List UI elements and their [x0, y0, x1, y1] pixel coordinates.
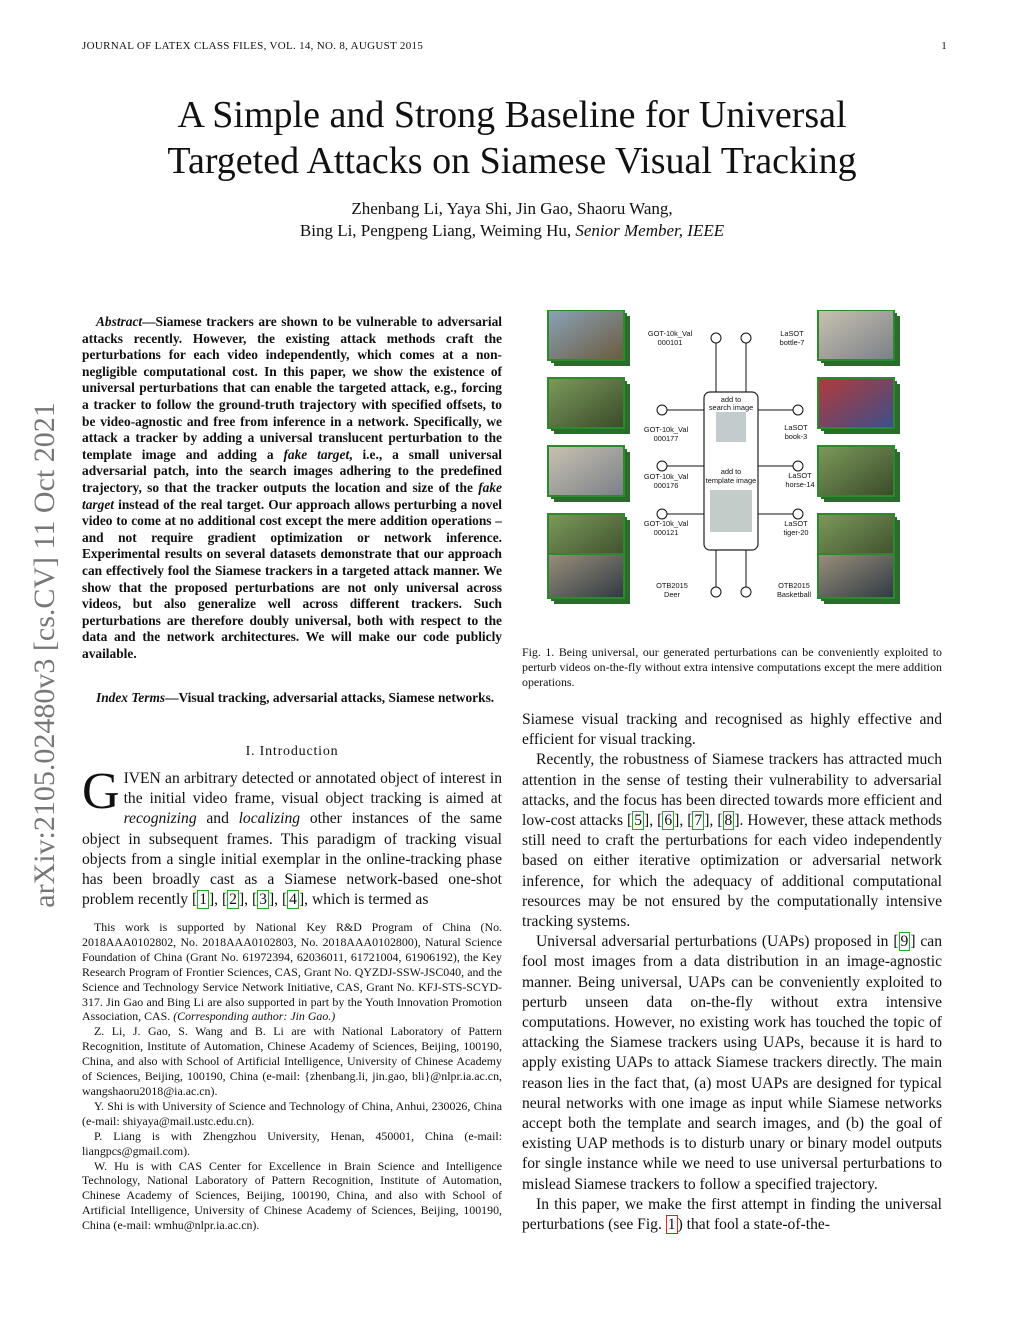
paragraph-text: Recently, the robustness of Siamese trackers has attracted much attention in the sense of testing their vulnerability to adversarial attacks, and the focus has been directed towards more efficient and low-cost attacks	[522, 751, 942, 830]
arxiv-identifier: arXiv:2105.02480v3 [cs.CV] 11 Oct 2021	[28, 402, 61, 908]
citation-link[interactable]: 1	[199, 891, 207, 909]
footnote-text: This work is supported by National Key R&D Program of China (No. 2018AAA0102802, No. 2018AAA0102803, No. 2018AAA0102800), Natural Science Foundation of China (Grant No. 61972394, 62036011, 61721004, 61906192), the Key Research Program of Frontier Sciences, CAS, Grant No. QYZDJ-SSW-JSC040, and the Science and Technology Service Network Initiative, CAS, Grant No. KFJ-STS-SCYD-317. Jin Gao and Bing Li are also supported in part by the Youth Innovation Promotion Association, CAS.	[82, 920, 502, 1024]
label-l4: GOT-10k_Val	[643, 519, 689, 528]
arxiv-sidebar	[20, 355, 70, 955]
index-terms-text: —Visual tracking, adversarial attacks, Siamese networks.	[165, 690, 495, 705]
label-r5b: Basketball	[776, 590, 812, 599]
label-l2b: 000177	[653, 434, 679, 443]
intro-em: localizing	[238, 810, 301, 828]
section-heading: I. Introduction	[245, 744, 339, 759]
citation-link[interactable]: 3	[259, 891, 267, 909]
label-c1: add to	[720, 395, 742, 404]
citation-link[interactable]: 6	[664, 812, 673, 830]
paragraph-text: In this paper, we make the first attempt in finding the universal perturbations (see Fig.	[522, 1195, 942, 1234]
authors-names: Bing Li, Pengpeng Liang, Weiming Hu,	[299, 221, 572, 240]
citation-link[interactable]: 5	[634, 812, 643, 830]
paragraph: Recently, the robustness of Siamese trackers has attracted much attention in the sense of testing their vulnerability to adversarial attacks, and the focus has been directed towards more efficient and low-cost attacks [ 5 ], [ 6 ], [ 7 ], [ 8 ]. However, these attack methods still need to craft the perturbations for each video independently based on either iterative optimization or adversarial network inference, for which the adequacy of additional computational resources may be not ensured by the computationally intensive tracking systems.	[522, 751, 942, 931]
paragraph: Universal adversarial perturbations (UAPs) proposed in [ 9 ] can fool most images from a data distribution in an image-agnostic manner. Being universal, UAPs can be conveniently exploited to perturb unseen data on-the-fly without extra intensive computations. However, no existing work has touched the topic of attacking the Siamese trackers using UAPs, because it is hard to apply existing UAPs to attack Siamese trackers directly. The main reason lies in the fact that, (a) most UAPs are designed for typical neural networks with one image as input while Siamese networks accept both the template and search images, and (b) the goal of existing UAP methods is to disturb unary or binary model outputs for single instance while we need to use universal perturbations to mislead Siamese trackers to follow a specified trajectory.	[522, 933, 942, 1193]
citation-link[interactable]: 8	[724, 812, 733, 830]
paragraph: Siamese visual tracking and recognised as highly effective and efficient for visual tracking.	[522, 711, 942, 749]
abstract-text: instead of the real target. Our approach allows perturbing a novel video to come at no additional cost except the mere addition operations – and not require gradient optimization or network inference. Experimental results on several datasets demonstrate that our approach can effectively fool the Siamese trackers in a targeted attack manner. We show that the proposed perturbations are not only universal across videos, but also generalize well across different trackers. Such perturbations are therefore doubly universal, both with respect to the data and the network architectures. We will make our code publicly available.	[82, 496, 502, 661]
footnote	[82, 920, 502, 1024]
abstract	[82, 314, 502, 662]
footnote: Z. Li, J. Gao, S. Wang and B. Li are with National Laboratory of Pattern Recognition, Institute of Automation, Chinese Academy of Sciences, Beijing, 100190, China, and also with School of Artificial Intelligence, University of Chinese Academy of Sciences, Beijing, 100190, China (e-mail: {zhenbang.li, jin.gao, bli}@nlpr.ia.ac.cn, wangshaoru2018@ia.ac.cn).	[82, 1024, 502, 1098]
citation-link[interactable]: 9	[900, 933, 909, 951]
label-r1b: bottle-7	[779, 338, 805, 347]
label-l5: OTB2015	[656, 581, 688, 590]
intro-paragraph: GIVEN an arbitrary detected or annotated object of interest in the initial video frame, visual object tracking is aimed at recognizing and localizing other instances of the same object in subsequent frames. This paradigm of tracking visual objects from a single initial exemplar in the online-tracking phase has been broadly cast as a Siamese network-based one-shot problem recently [ 1 ], [ 2 ], [ 3 ], [ 4 ], which is termed as	[82, 763, 503, 909]
intro-lead: IVEN	[123, 770, 161, 787]
author-list	[0, 198, 1024, 242]
paper-title	[0, 92, 1024, 184]
authors-line-2	[0, 220, 1024, 242]
left-frame-stacks	[548, 310, 630, 604]
right-column-body	[522, 710, 942, 1235]
figure-diagram	[540, 310, 920, 610]
paragraph-text: ) that fool a state-of-the-	[677, 1216, 830, 1234]
label-l1: GOT-10k_Val	[647, 329, 693, 338]
figure-caption: Fig. 1. Being universal, our generated perturbations can be conveniently exploited to perturb videos on-the-fly without extra intensive computations except the mere addition operations.	[522, 645, 942, 689]
citation-link[interactable]: 4	[289, 891, 297, 909]
label-l3: GOT-10k_Val	[643, 472, 689, 481]
abstract-em: fake target	[283, 446, 350, 462]
label-l4b: 000121	[653, 528, 679, 537]
index-terms	[82, 690, 502, 707]
intro-em: recognizing	[123, 810, 197, 828]
footnote: W. Hu is with CAS Center for Excellence in Brain Science and Intelligence Technology, National Laboratory of Pattern Recognition, Institute of Automation, Chinese Academy of Sciences, Beijing, 100190, China, and also with School of Artificial Intelligence, University of Chinese Academy of Sciences, Beijing, 100190, China (e-mail: wmhu@nlpr.ia.ac.cn).	[82, 1158, 502, 1233]
search-patch	[716, 412, 746, 442]
paragraph-text: Universal adversarial perturbations (UAPs) proposed in	[536, 933, 894, 951]
running-header	[82, 40, 947, 52]
abstract-text: —Siamese trackers are shown to be vulnerable to adversarial attacks recently. However, the existing attack methods craft the perturbations for each video independently, which comes at a non-negligible computational cost. In this paper, we show the existence of universal perturbations that can enable the targeted attack, e.g., forcing a tracker to follow the ground-truth trajectory with specified offsets, to be video-agnostic and free from inference in a network. Specifically, we attack a tracker by adding a universal translucent perturbation to the template image and adding a	[82, 314, 502, 462]
abstract-em: fake target	[82, 479, 502, 512]
label-c1b: search image	[708, 403, 754, 412]
paragraph-text: . However, these attack methods still need to craft the perturbations for each video independently based on either iterative optimization or adversarial network inference, for which the adequacy of additional computational resources may be not ensured by the computationally intensive tracking systems.	[522, 812, 942, 931]
corresponding-author: (Corresponding author: Jin Gao.)	[173, 1009, 336, 1024]
footnote: Y. Shi is with University of Science and Technology of China, Anhui, 230026, China (e-mail: shiyaya@mail.ustc.edu.cn).	[82, 1098, 502, 1128]
right-frame-stacks	[818, 310, 900, 604]
label-r2b: book-3	[784, 432, 808, 441]
label-r4b: tiger-20	[783, 528, 809, 537]
label-r3b: horse-14	[785, 480, 815, 489]
footnote: P. Liang is with Zhengzhou University, Henan, 450001, China (e-mail: liangpcs@gmail.com).	[82, 1128, 502, 1158]
label-l5b: Deer	[663, 590, 681, 599]
abstract-text: , i.e., a small universal adversarial patch, into the search images adhering to the predefined trajectory, so that the tracker outputs the location and size of the	[82, 446, 502, 495]
label-r5: OTB2015	[778, 581, 810, 590]
intro-text: and	[196, 810, 239, 828]
template-patch	[710, 490, 752, 532]
paragraph-text: can fool most images from a data distribution in an image-agnostic manner. Being universal, UAPs can be conveniently exploited to perturb unseen data on-the-fly without extra intensive computations. However, no existing work has touched the topic of attacking the Siamese trackers using UAPs, because it is hard to apply existing UAPs to attack Siamese trackers directly. The main reason lies in the fact that, (a) most UAPs are designed for typical neural networks with one image as input while Siamese networks accept both the template and search images, and (b) the goal of existing UAP methods is to disturb unary or binary model outputs for single instance while we need to use universal perturbations to mislead Siamese trackers to follow a specified trajectory.	[522, 933, 942, 1193]
label-c2b: template image	[705, 476, 757, 485]
label-r2: LaSOT	[784, 423, 808, 432]
label-l1b: 000101	[657, 338, 683, 347]
citation-link[interactable]: 7	[694, 812, 703, 830]
label-l3b: 000176	[653, 481, 679, 490]
journal-name: JOURNAL OF LATEX CLASS FILES, VOL. 14, NO. 8, AUGUST 2015	[82, 40, 424, 52]
index-terms-label: Index Terms	[96, 690, 166, 705]
intro-text: , which is termed as	[304, 891, 429, 909]
figure-ref-link[interactable]: 1	[667, 1216, 676, 1234]
title-line-2: Targeted Attacks on Siamese Visual Tracking	[167, 140, 857, 182]
title-line-1: A Simple and Strong Baseline for Universal	[177, 94, 847, 136]
paragraph	[522, 1195, 942, 1235]
intro-text: an arbitrary detected or annotated object of interest in the initial video frame, visual object tracking is aimed at	[123, 770, 502, 808]
label-c2: add to	[720, 467, 742, 476]
page-number: 1	[941, 40, 947, 52]
abstract-label: Abstract	[96, 314, 143, 329]
intro-text: other instances of the same object in subsequent frames. This paradigm of tracking visual objects from a single initial exemplar in the online-tracking phase has been broadly cast as a Siamese network-based one-shot problem recently	[82, 810, 503, 909]
figure-1	[540, 310, 920, 610]
label-r3: LaSOT	[788, 471, 812, 480]
footnotes	[82, 920, 502, 1233]
label-r4: LaSOT	[784, 519, 808, 528]
label-r1: LaSOT	[780, 329, 804, 338]
authors-line-1: Zhenbang Li, Yaya Shi, Jin Gao, Shaoru Wang,	[351, 199, 673, 218]
citation-link[interactable]: 2	[229, 891, 237, 909]
drop-cap: G	[82, 763, 120, 820]
label-l2: GOT-10k_Val	[643, 425, 689, 434]
author-role: Senior Member, IEEE	[575, 221, 725, 240]
